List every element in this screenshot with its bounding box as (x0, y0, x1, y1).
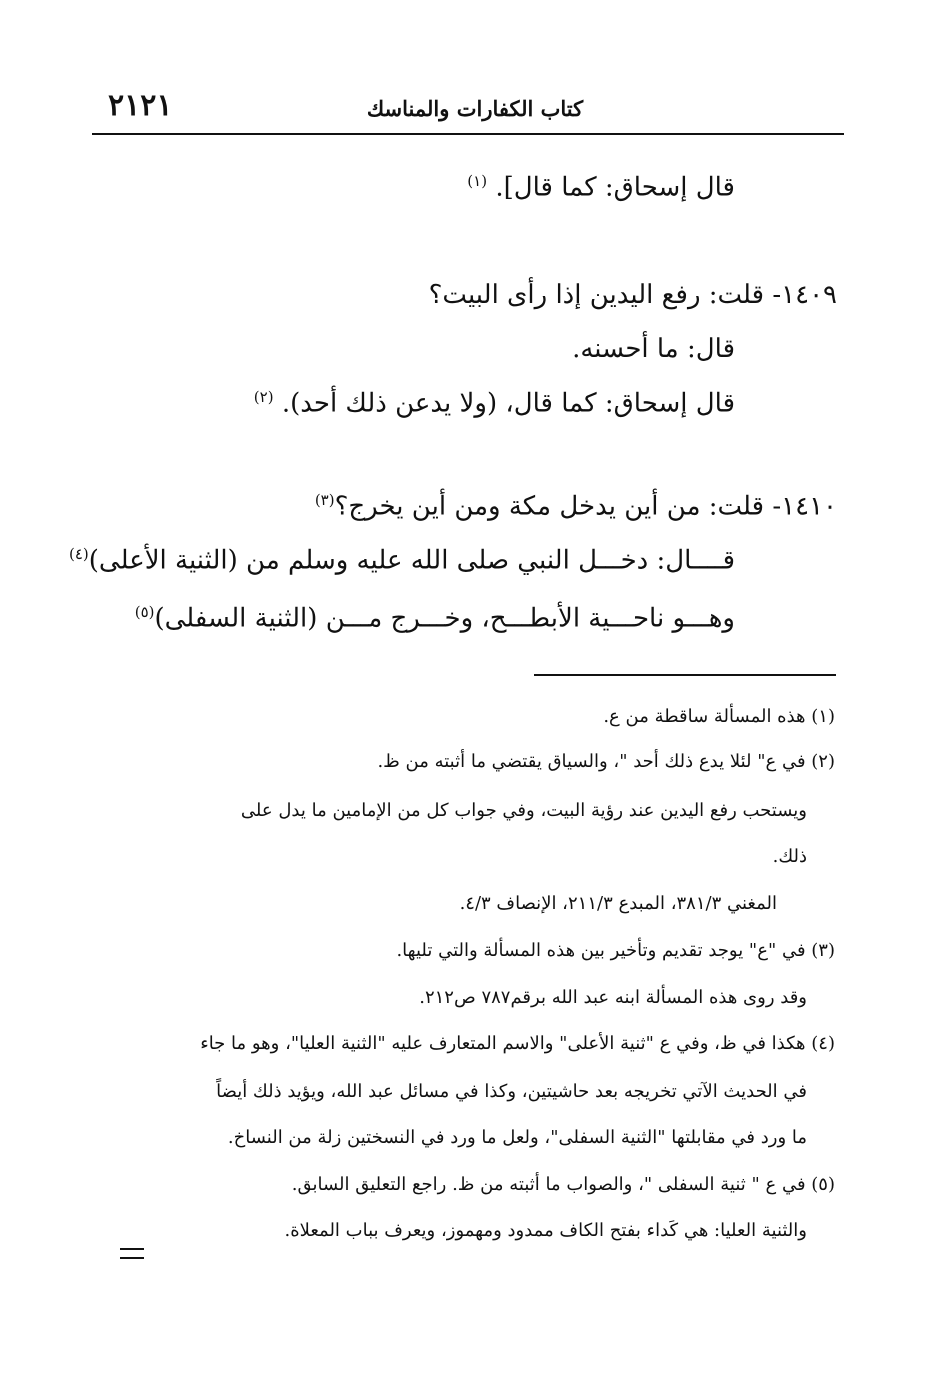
footnote-2-cont-2: ذلك. (772, 846, 807, 867)
footnote-4-cont-2: ما ورد في مقابلتها "الثنية السفلى"، ولعل ما ورد في النسختين زلة من النساخ. (227, 1127, 807, 1148)
answer-1410-line1-text: قــــال: دخـــل النبي صلى الله عليه وسلم من (الثنية الأعلى) (88, 545, 735, 576)
footnote-2-cont-1: ويستحب رفع اليدين عند رؤية البيت، وفي جواب كل من الإمامين ما يدل على (240, 800, 807, 821)
ishaq-text: قال إسحاق: كما قال]. (495, 172, 735, 203)
ishaq-1409 (254, 388, 735, 419)
ishaq-1409-text: قال إسحاق: كما قال، (ولا يدعن ذلك أحد). (281, 388, 735, 419)
footnote-ref-2: (٢) (253, 388, 274, 406)
footnote-ref-4: (٤) (68, 545, 89, 563)
question-1410-text: ١٤١٠- قلت: من أين يدخل مكة ومن أين يخرج؟ (334, 491, 837, 522)
footnote-1: (١) هذه المسألة ساقطة من ع. (603, 706, 835, 727)
answer-1409: قال: ما أحسنه. (572, 334, 735, 364)
footnote-5-cont: والثنية العليا: هي كَداء بفتح الكاف ممدود ومهموز، ويعرف بباب المعلاة. (284, 1220, 807, 1241)
answer-1410-line2-text: وهـــو ناحـــية الأبطـــح، وخـــرج مـــن (الثنية السفلى) (154, 603, 735, 634)
footnote-3-cont: وقد روى هذه المسألة ابنه عبد الله برقم٧٨٧ ص٢١٢. (419, 987, 807, 1008)
answer-1410-line1 (69, 545, 735, 576)
footnote-ref-5: (٥) (134, 603, 155, 621)
question-1409: ١٤٠٩- قلت: رفع اليدين إذا رأى البيت؟ (428, 280, 837, 310)
footnote-4: (٤) هكذا في ظ، وفي ع "ثنية الأعلى" والاسم المتعارف عليه "الثنية العليا"، وهو ما جاء (200, 1033, 835, 1054)
answer-1410-line2 (135, 603, 735, 634)
page-number: ٢١٢١ (108, 88, 173, 123)
footnote-ref-3: (٣) (314, 491, 335, 509)
question-1410 (315, 491, 837, 522)
footnote-separator (534, 674, 836, 676)
footnote-3: (٣) في "ع" يوجد تقديم وتأخير بين هذه المسألة والتي تليها. (396, 940, 835, 961)
footnote-2: (٢) في ع" لئلا يدع ذلك أحد "، والسياق يقتضي ما أثبته من ظ. (377, 751, 835, 772)
footnote-4-cont-1: في الحديث الآتي تخريجه بعد حاشيتين، وكذا في مسائل عبد الله، ويؤيد ذلك أيضاً (216, 1081, 807, 1102)
running-header-title: كتاب الكفارات والمناسك (366, 96, 584, 121)
ishaq-line (467, 172, 735, 203)
footnote-ref-1: (١) (467, 172, 488, 190)
continuation-mark (120, 1248, 144, 1259)
footnote-5: (٥) في ع " ثنية السفلى "، والصواب ما أثبته من ظ. راجع التعليق السابق. (291, 1174, 835, 1195)
header-rule (92, 133, 844, 135)
footnote-2-reference: المغني ٣٨١/٣، المبدع ٢١١/٣، الإنصاف ٤/٣. (459, 893, 777, 914)
